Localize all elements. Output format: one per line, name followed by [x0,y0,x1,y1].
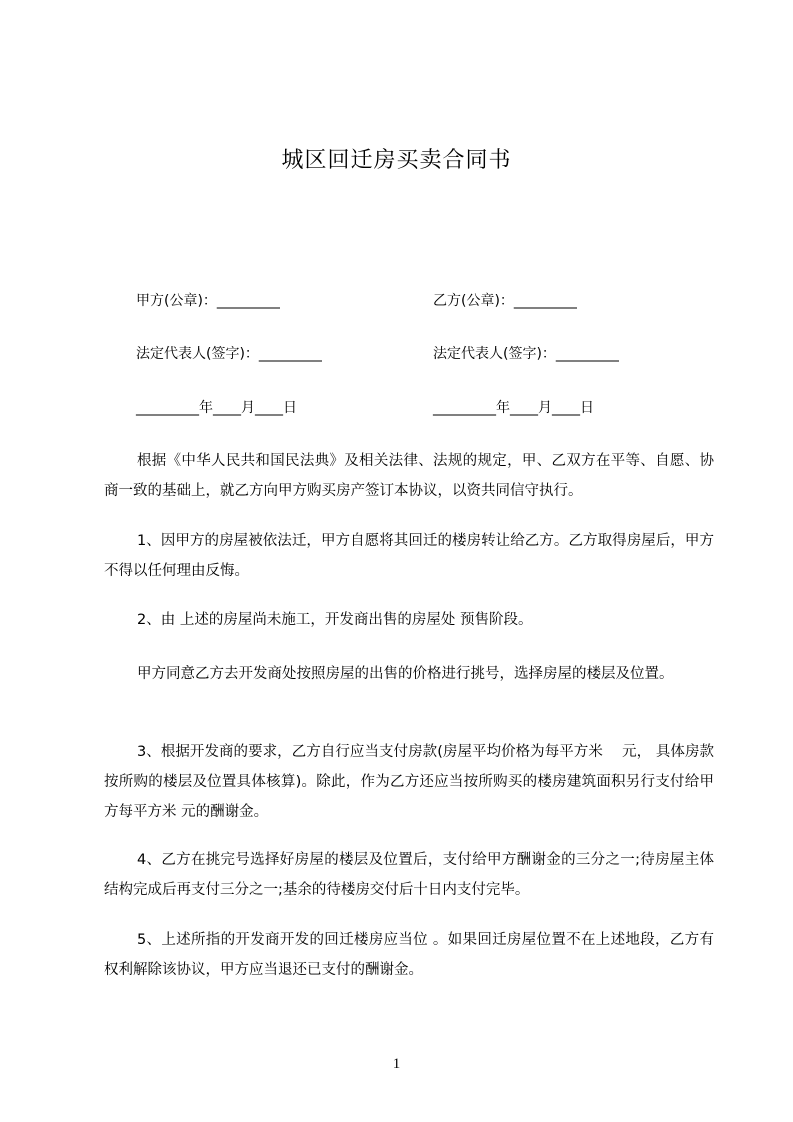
party-a-date-line: _________年____月____日 [136,400,297,416]
party-b-seal-line: 乙方(公章)：_________ [433,293,577,309]
intro-paragraph: 根据《中华人民共和国民法典》及相关法律、法规的规定，甲、乙双方在平等、自愿、协商一致的基础上，就乙方向甲方购买房产签订本协议，以资共同信守执行。 [104,453,714,499]
party-a-seal-line: 甲方(公章)：_________ [136,293,280,309]
clause-2-continuation-paragraph: 甲方同意乙方去开发商处按照房屋的出售的价格进行挑号，选择房屋的楼层及位置。 [137,666,674,682]
clause-2-paragraph: 2、由 上述的房屋尚未施工，开发商出售的房屋处 预售阶段。 [137,612,533,628]
party-b-representative-line: 法定代表人(签字)：_________ [433,346,619,362]
clause-1-paragraph: 1、因甲方的房屋被依法迁，甲方自愿将其回迁的楼房转让给乙方。乙方取得房屋后，甲方不得以任何理由反悔。 [104,533,714,579]
party-a-representative-line: 法定代表人(签字)：_________ [136,346,322,362]
party-b-date-line: _________年____月____日 [433,400,594,416]
clause-5-paragraph: 5、上述所指的开发商开发的回迁楼房应当位 。如果回迁房屋位置不在上述地段，乙方有权利解除该协议，甲方应当退还已支付的酬谢金。 [104,932,714,978]
document-title: 城区回迁房买卖合同书 [281,148,512,173]
clause-3-paragraph: 3、根据开发商的要求，乙方自行应当支付房款(房屋平均价格为每平方米 元， 具体房款按所购的楼层及位置具体核算)。除此，作为乙方还应当按所购买的楼房建筑面积另行支付给甲方每平方米 元的酬谢金。 [104,744,714,820]
page-number: 1 [392,1056,401,1072]
clause-4-paragraph: 4、乙方在挑完号选择好房屋的楼层及位置后，支付给甲方酬谢金的三分之一;待房屋主体结构完成后再支付三分之一;基余的待楼房交付后十日内支付完毕。 [104,852,714,898]
